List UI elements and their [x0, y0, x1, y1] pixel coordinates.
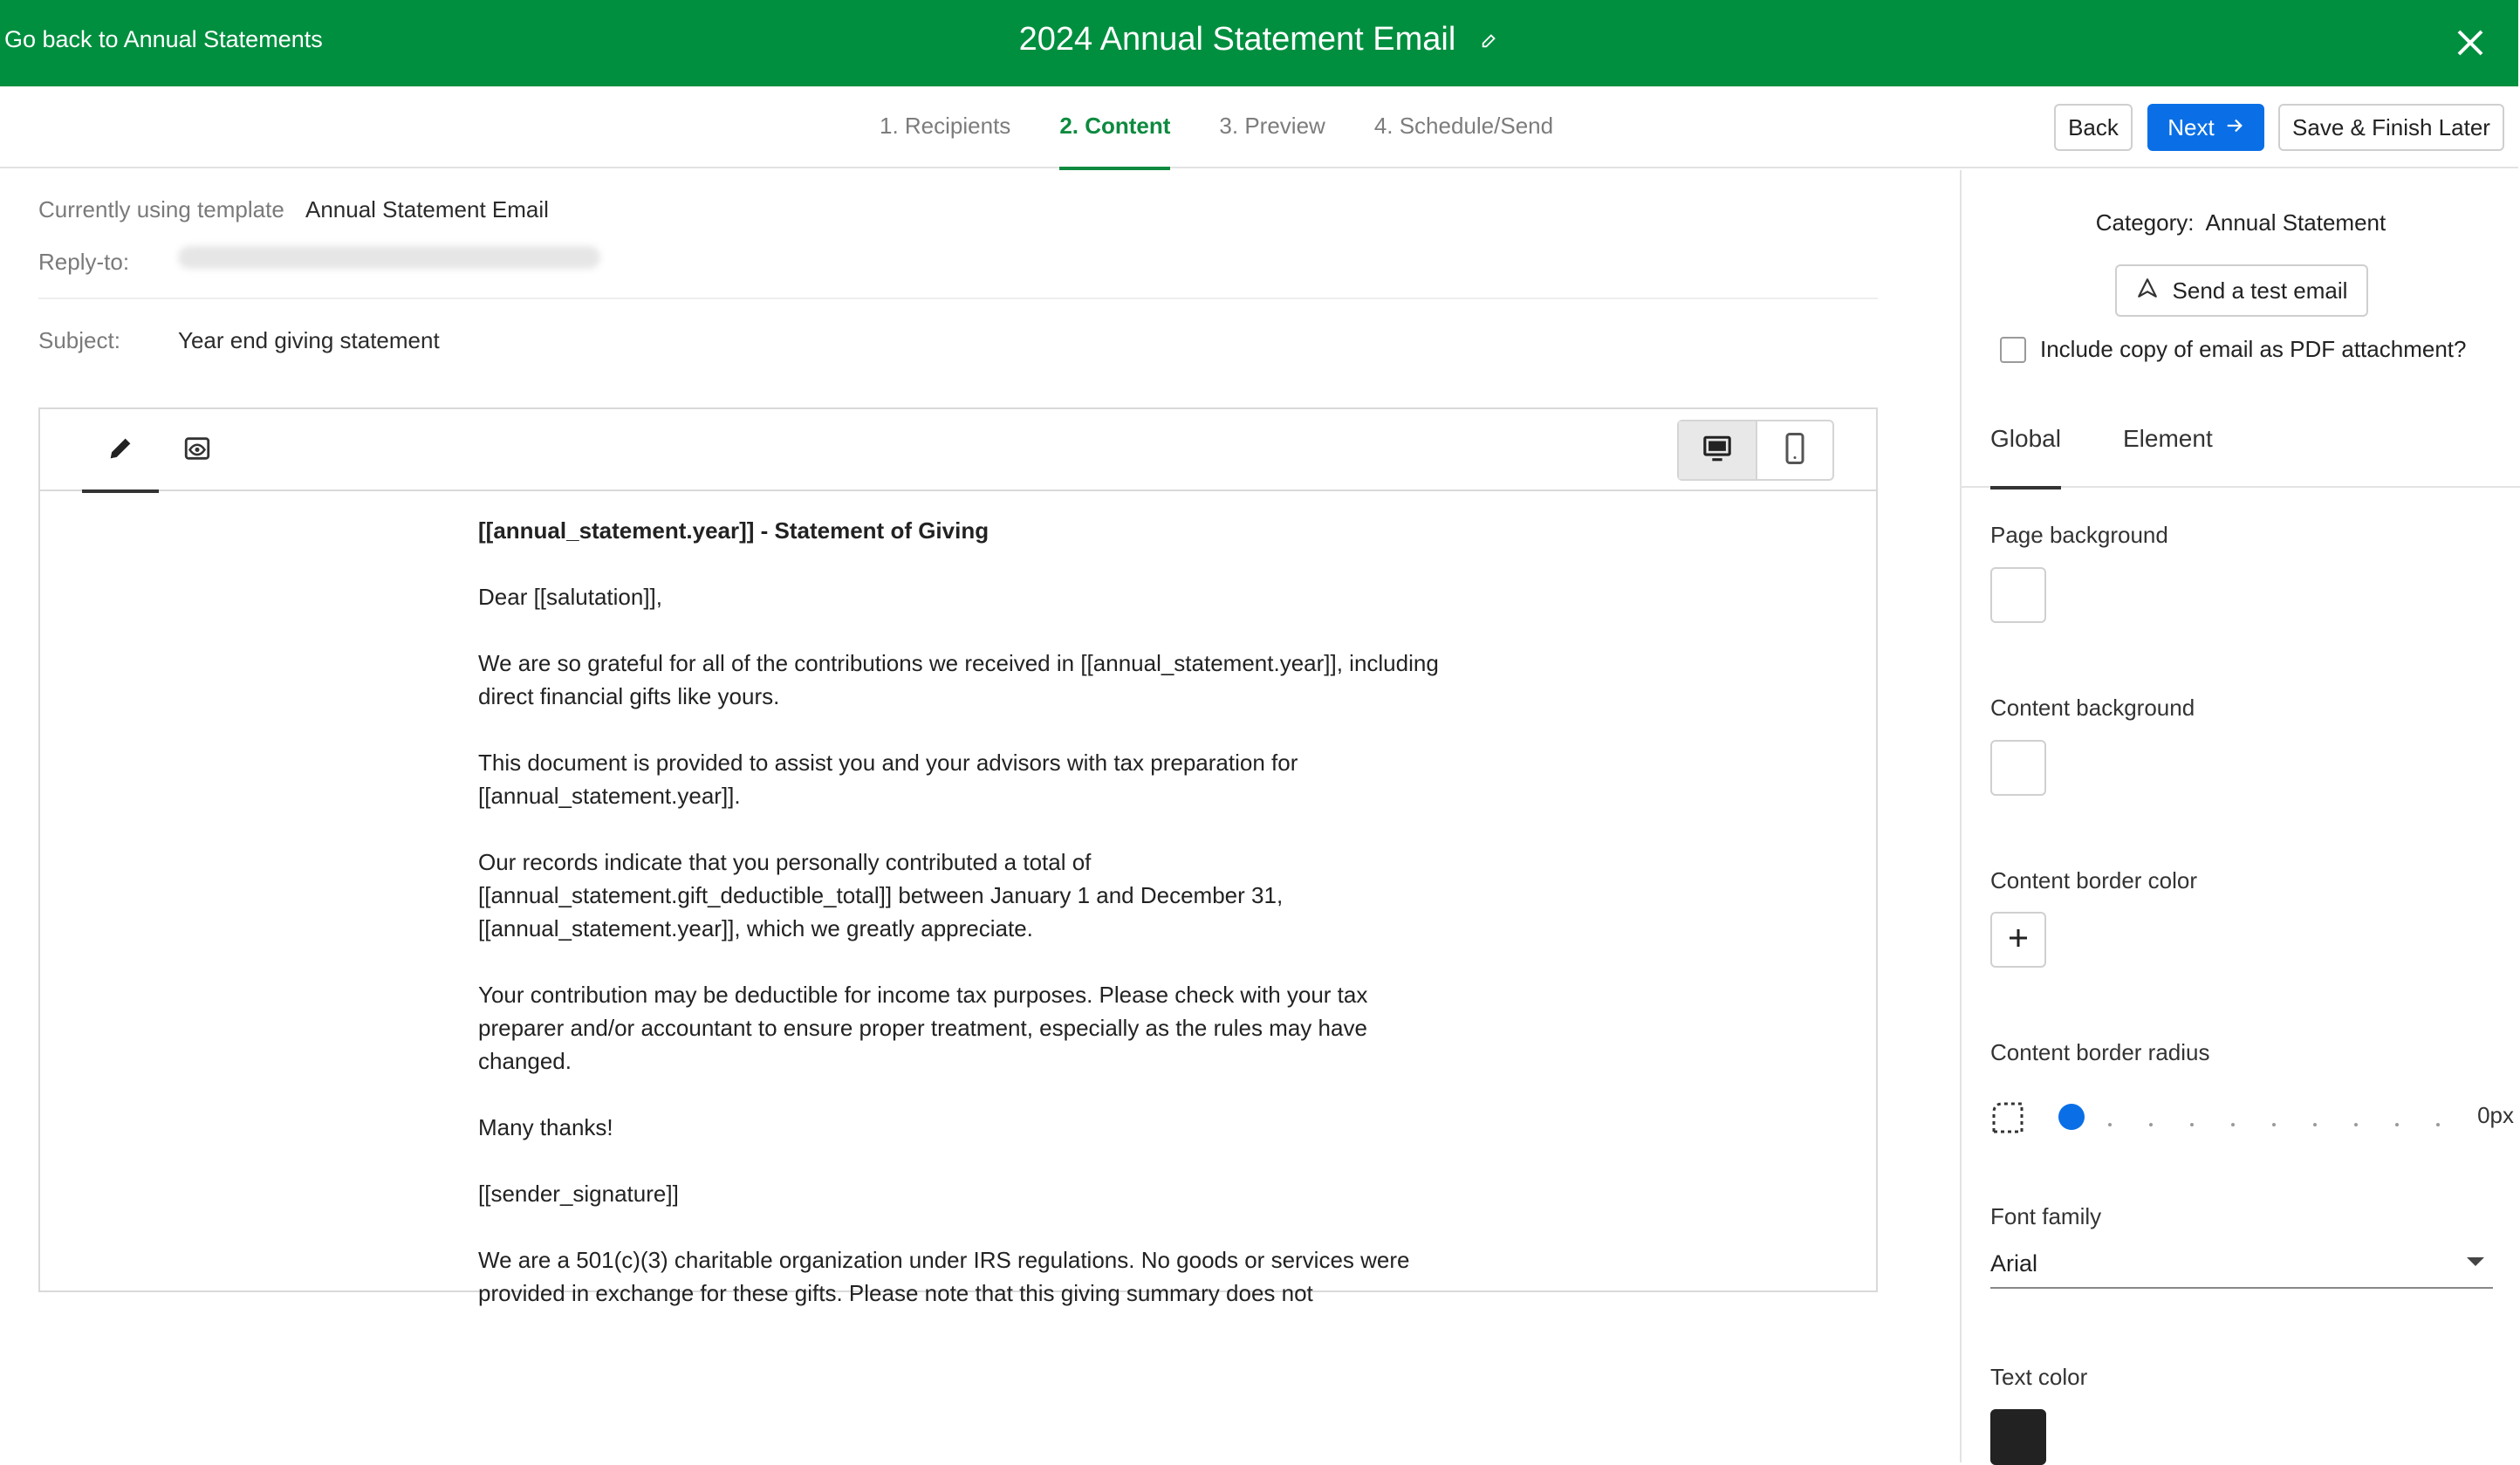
- category-row: [1962, 209, 2520, 236]
- edit-title-icon[interactable]: [1480, 21, 1499, 58]
- edit-mode-tab[interactable]: [82, 409, 159, 491]
- step-content[interactable]: 2. Content: [1059, 86, 1170, 168]
- email-paragraph: Your contribution may be deductible for income tax purposes. Please check with your tax preparer and/or accountant to ensure proper treatment, especially as the rules may have changed.: [478, 982, 1368, 1074]
- email-content[interactable]: [478, 514, 1455, 1343]
- tab-global[interactable]: Global: [1990, 397, 2061, 488]
- email-paragraph: Many thanks!: [478, 1114, 613, 1140]
- page-background-label: Page background: [1990, 522, 2168, 548]
- font-family-label: Font family: [1990, 1203, 2102, 1229]
- pdf-attachment-row: [2000, 336, 2466, 363]
- editor-area: [0, 170, 1960, 1462]
- border-radius-value: 0px: [2477, 1102, 2514, 1128]
- close-icon[interactable]: [2450, 23, 2490, 63]
- arrow-right-icon: [2225, 106, 2244, 149]
- email-heading: [[annual_statement.year]] - Statement of Giving: [478, 517, 990, 544]
- chevron-down-icon: [2467, 1257, 2484, 1266]
- category-value: Annual Statement: [2205, 209, 2386, 236]
- step-preview[interactable]: 3. Preview: [1219, 113, 1325, 139]
- email-paragraph: We are so grateful for all of the contributions we received in [[annual_statement.year]], including direct financial gifts like yours.: [478, 650, 1439, 709]
- font-family-value: Arial: [1990, 1250, 2038, 1277]
- page-title-area: [0, 21, 2518, 58]
- border-radius-control: [1990, 1095, 2514, 1139]
- mobile-view-button[interactable]: [1756, 421, 1832, 479]
- device-toggle: [1677, 420, 1834, 481]
- email-paragraph: This document is provided to assist you and your advisors with tax preparation for [[annual_statement.year]].: [478, 750, 1298, 809]
- content-background-label: Content background: [1990, 695, 2195, 721]
- content-border-color-label: Content border color: [1990, 867, 2198, 893]
- pdf-attachment-checkbox[interactable]: [2000, 337, 2026, 363]
- panel-tabs: [1962, 397, 2520, 488]
- email-paragraph: We are a 501(c)(3) charitable organization under IRS regulations. No goods or services were provided in exchange for these gifts. Please note that this giving summary does not: [478, 1247, 1410, 1306]
- template-label: Currently using template: [38, 196, 284, 222]
- border-radius-slider-handle[interactable]: [2058, 1104, 2085, 1130]
- send-test-email-label: Send a test email: [2172, 277, 2348, 304]
- save-finish-later-button[interactable]: Save & Finish Later: [2278, 104, 2504, 151]
- eye-preview-icon: [182, 434, 212, 468]
- mobile-icon: [1784, 433, 1806, 469]
- step-schedule-send[interactable]: 4. Schedule/Send: [1373, 113, 1554, 139]
- subject-value[interactable]: Year end giving statement: [178, 327, 440, 353]
- content-border-radius-label: Content border radius: [1990, 1039, 2210, 1065]
- add-border-color-button[interactable]: [1990, 912, 2046, 968]
- preview-mode-tab[interactable]: [159, 409, 236, 491]
- pencil-icon: [106, 434, 135, 468]
- desktop-view-button[interactable]: [1679, 421, 1756, 479]
- page-background-swatch[interactable]: [1990, 567, 2046, 623]
- email-paragraph: Dear [[salutation]],: [478, 584, 662, 610]
- desktop-icon: [1702, 434, 1733, 468]
- plus-icon: [2005, 925, 2031, 955]
- back-button[interactable]: Back: [2054, 104, 2133, 151]
- content-background-swatch[interactable]: [1990, 740, 2046, 796]
- tab-element[interactable]: Element: [2123, 425, 2213, 452]
- template-name[interactable]: Annual Statement Email: [305, 196, 549, 222]
- font-family-select[interactable]: [1990, 1245, 2493, 1289]
- next-button[interactable]: [2147, 104, 2264, 151]
- send-test-email-button[interactable]: [2115, 264, 2368, 317]
- category-label: Category:: [2095, 209, 2195, 236]
- back-to-annual-statements-link[interactable]: Go back to Annual Statements: [4, 26, 323, 52]
- top-header: [0, 0, 2518, 86]
- subject-label: Subject:: [38, 327, 120, 353]
- editor-toolbar: [40, 409, 1876, 491]
- email-paragraph: Our records indicate that you personally contributed a total of [[annual_statement.gift_deductible_total]] between January 1 and December 31, [[annual_statement.year]], which we greatly appreciate.: [478, 849, 1284, 941]
- email-canvas: [42, 493, 1878, 1306]
- page-title: 2024 Annual Statement Email: [1018, 21, 1456, 58]
- text-color-label: Text color: [1990, 1364, 2088, 1390]
- wizard-steps: [880, 86, 1553, 168]
- email-paragraph: [[sender_signature]]: [478, 1181, 679, 1207]
- reply-to-label: Reply-to:: [38, 249, 130, 275]
- send-icon: [2136, 277, 2159, 305]
- reply-to-value-redacted: [178, 246, 600, 269]
- pdf-attachment-label[interactable]: Include copy of email as PDF attachment?: [2040, 336, 2467, 362]
- steps-bar: [0, 86, 2518, 168]
- corner-radius-icon: [1990, 1100, 2025, 1140]
- step-recipients[interactable]: 1. Recipients: [880, 113, 1011, 139]
- divider: [38, 298, 1878, 299]
- email-editor: [38, 407, 1878, 1306]
- text-color-swatch[interactable]: [1990, 1409, 2046, 1465]
- border-radius-slider-track[interactable]: [2060, 1116, 2444, 1118]
- next-button-label: Next: [2167, 114, 2215, 140]
- settings-panel: [1960, 170, 2518, 1462]
